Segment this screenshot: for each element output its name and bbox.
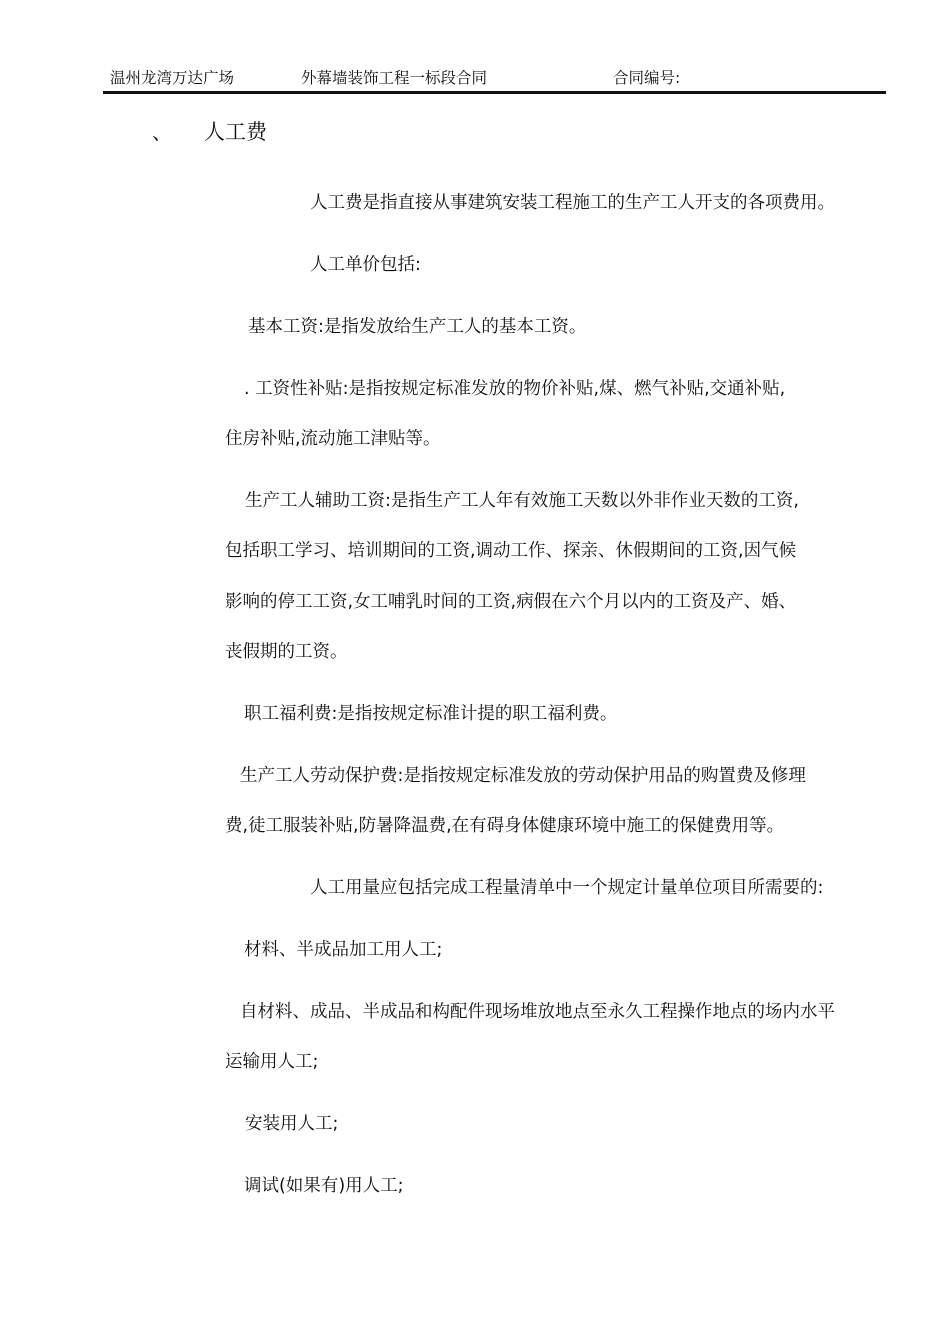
paragraph-line: 人工单价包括: bbox=[310, 255, 421, 275]
paragraph-line: 调试(如果有)用人工; bbox=[244, 1176, 404, 1196]
paragraph-line: 住房补贴,流动施工津贴等。 bbox=[225, 429, 441, 449]
paragraph-line: 自材料、成品、半成品和构配件现场堆放地点至永久工程操作地点的场内水平 bbox=[240, 1002, 835, 1022]
header-project-name: 温州龙湾万达广场 bbox=[110, 69, 235, 87]
paragraph-line: 费,徒工服装补贴,防暑降温费,在有碍身体健康环境中施工的保健费用等。 bbox=[225, 816, 785, 836]
paragraph-line: 丧假期的工资。 bbox=[225, 642, 348, 662]
paragraph-line: 生产工人辅助工资:是指生产工人年有效施工天数以外非作业天数的工资, bbox=[245, 491, 799, 511]
paragraph-line: 运输用人工; bbox=[225, 1052, 319, 1072]
section-title: 人工费 bbox=[204, 120, 267, 144]
header-contract-name: 外幕墙装饰工程一标段合同 bbox=[301, 69, 488, 87]
header-contract-number-label: 合同编号: bbox=[613, 69, 681, 87]
paragraph-line: 人工用量应包括完成工程量清单中一个规定计量单位项目所需要的: bbox=[310, 878, 824, 898]
paragraph-line: 生产工人劳动保护费:是指按规定标准发放的劳动保护用品的购置费及修理 bbox=[240, 766, 806, 786]
page-header bbox=[103, 66, 886, 92]
paragraph-line: 人工费是指直接从事建筑安装工程施工的生产工人开支的各项费用。 bbox=[310, 193, 835, 213]
header-divider bbox=[103, 91, 886, 94]
paragraph-line: . 工资性补贴:是指按规定标准发放的物价补贴,煤、燃气补贴,交通补贴, bbox=[244, 379, 786, 399]
paragraph-line: 影响的停工工资,女工哺乳时间的工资,病假在六个月以内的工资及产、婚、 bbox=[225, 592, 797, 612]
paragraph-line: 包括职工学习、培训期间的工资,调动工作、探亲、休假期间的工资,因气候 bbox=[225, 541, 797, 561]
section-number-mark: 、 bbox=[152, 120, 172, 144]
paragraph-line: 职工福利费:是指按规定标准计提的职工福利费。 bbox=[244, 704, 618, 724]
paragraph-line: 材料、半成品加工用人工; bbox=[244, 940, 443, 960]
paragraph-line: 安装用人工; bbox=[245, 1114, 339, 1134]
paragraph-line: 基本工资:是指发放给生产工人的基本工资。 bbox=[248, 317, 587, 337]
